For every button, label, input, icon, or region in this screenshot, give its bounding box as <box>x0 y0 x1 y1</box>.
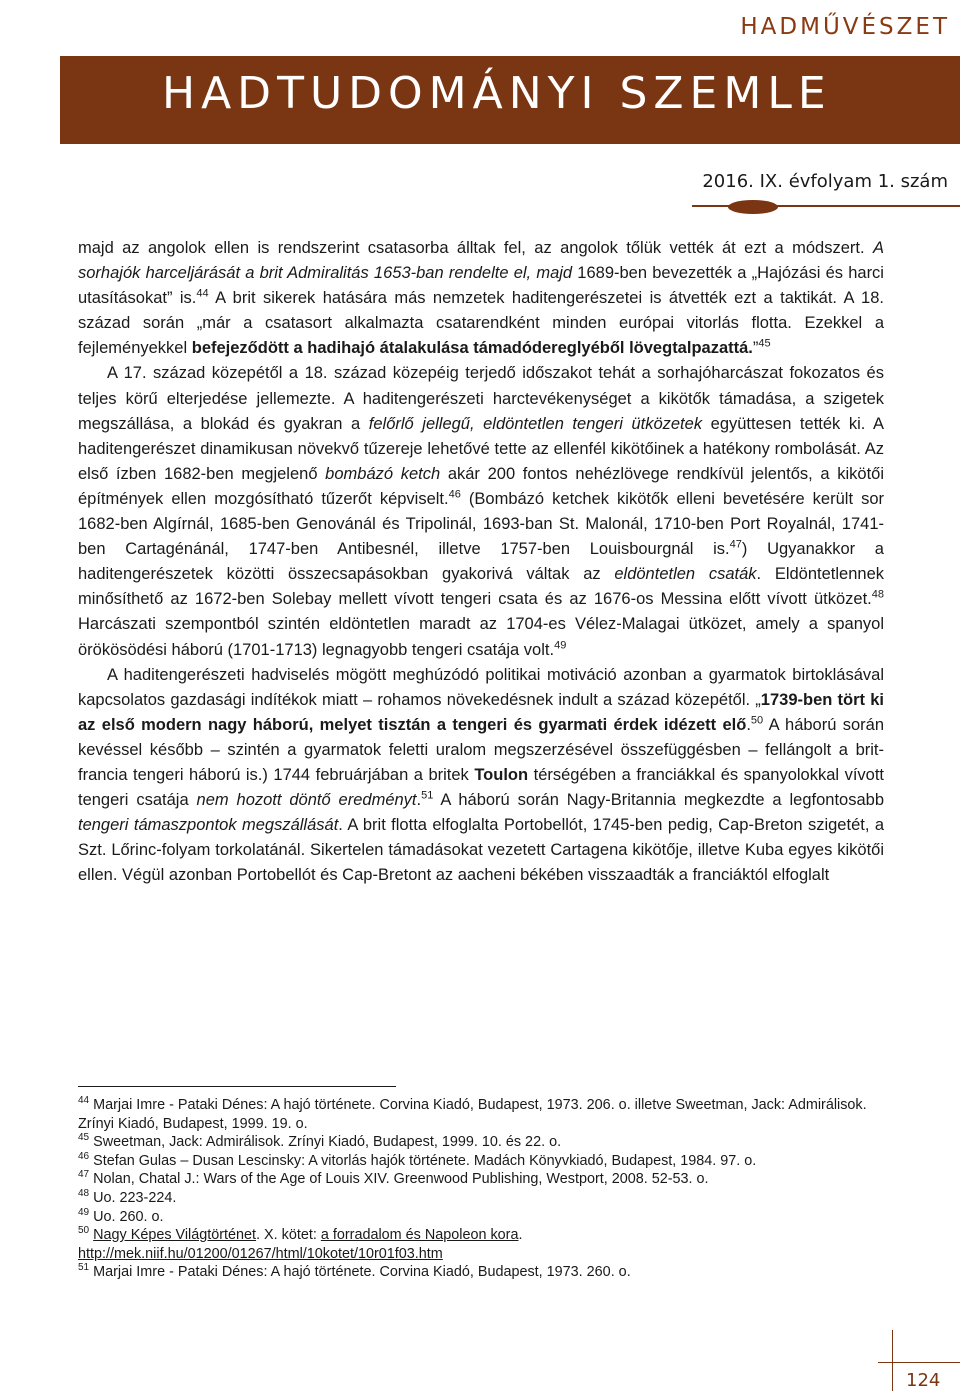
section-label: HADMŰVÉSZET <box>740 14 950 40</box>
text-span: . A brit flotta elfoglalta Portobellót, 1745-ben pedig, Cap-Breton szigetét, a Szt. Lőrinc-folyam torkolatánál. Sikertelen támadásokat vezetett Cartagena kikötője, illetve Kuba egyes kikötői ellen. Végül azonban Portobellót és Cap-Bretont az aacheni békében visszaadták a franciáktól elfoglalt <box>78 816 884 885</box>
italic-span: eldöntetlen csaták <box>614 565 757 584</box>
page-number: 124 <box>906 1370 941 1391</box>
text-span: ” <box>752 339 759 358</box>
footnote-number: 46 <box>78 1150 90 1162</box>
footnote-ref[interactable]: 47 <box>729 538 742 551</box>
text-span: . Eldöntetlennek minősíthető az 1672-ben Solebay mellett vívott tengeri csata és az 1676-os Messina előtt vívott ütközet. <box>78 565 884 609</box>
footnote-text: Uo. 223-224. <box>93 1189 177 1206</box>
footnote-ref[interactable]: 44 <box>196 287 209 300</box>
footnote-text: Nolan, Chatal J.: Wars of the Age of Louis XIV. Greenwood Publishing, Westport, 2008. 52-53. o. <box>93 1171 709 1188</box>
footnotes <box>78 1096 884 1282</box>
text-span: A háború során kevéssel később – szintén a gyarmatok feletti uralom megszerzésével összefüggésben – fellángolt a brit-francia tengeri háború is.) 1744 februárjában a britek <box>78 715 885 784</box>
page-box-divider <box>892 1330 893 1391</box>
text-span: . <box>416 791 422 810</box>
footnote-text: Stefan Gulas – Dusan Lescinsky: A vitorlás hajók története. Madách Könyvkiadó, Budapest, 1984. 97. o. <box>93 1152 757 1169</box>
footnote-text: Sweetman, Jack: Admirálisok. Zrínyi Kiadó, Budapest, 1999. 10. és 22. o. <box>93 1134 562 1151</box>
footnote-ref[interactable]: 50 <box>750 714 764 727</box>
footnote-number: 50 <box>78 1225 90 1237</box>
footnote-46 <box>78 1152 884 1171</box>
footnote-text: Marjai Imre - Pataki Dénes: A hajó története. Corvina Kiadó, Budapest, 1973. 206. o. illetve Sweetman, Jack: Admirálisok. Zrínyi Kiadó, Budapest, 1999. 19. o. <box>78 1097 867 1132</box>
footnote-separator <box>78 1086 396 1087</box>
text-span: ) Ugyanakkor a haditengerészetek közötti összecsapásokban gyakorivá váltak az <box>78 540 884 584</box>
text-span: térségében a franciákkal és spanyolokkal vívott tengeri csatája <box>78 765 885 810</box>
text-span: A brit sikerek hatására más nemzetek haditengerészetei is átvették ezt a taktikát. A 18. század során „már a csatasort alkalmazta csatarendként minden európai vitorlás flotta. Ezekkel a fejleményekkel <box>78 289 884 358</box>
source-url-link[interactable]: http://mek.niif.hu/01200/01267/html/10kotet/10r01f03.htm <box>78 1245 443 1262</box>
italic-span: nem hozott döntő eredményt <box>196 791 417 810</box>
footnote-48 <box>78 1189 884 1208</box>
text-span: A 17. század közepétől a 18. század közepéig terjedő időszakot tehát a sorhajóharcászat fokozatos és teljes körű elterjedése jellemezte. A haditengerészeti harctevékenységet a kikötők támadása, a szigetek megszállása, a blokád és gyakran a <box>78 364 884 433</box>
italic-span: A sorhajók harceljárását a brit Admiralitás 1653-ban rendelte el, majd <box>78 239 884 283</box>
header-ornament <box>728 200 778 214</box>
footnote-text: Uo. 260. o. <box>93 1208 164 1225</box>
page-box-rule <box>878 1362 960 1363</box>
footnote-text: . <box>518 1227 523 1244</box>
footnote-ref[interactable]: 48 <box>871 588 884 601</box>
italic-span: bombázó ketch <box>325 464 441 483</box>
footnote-ref[interactable]: 51 <box>421 789 434 802</box>
footnote-number: 48 <box>78 1188 90 1200</box>
italic-span: felőrlő jellegű, eldöntetlen tengeri ütközetek <box>368 414 703 433</box>
text-span: együttesen tették ki. A haditengerészet dinamikusan növekvő tűzereje lehetővé tette az ellenfél kikötőinek a hatékony rombolását. Az első ízben 1682-ben megjelenő <box>78 414 885 483</box>
footnote-47 <box>78 1170 884 1189</box>
page-number-box <box>878 1330 960 1391</box>
text-span: (Bombázó ketchek kikötők elleni bevetésére került sor 1682-ben Algírnál, 1685-ben Genovánál és Tripolinál, 1693-ban St. Malonál, 1710-ben Port Royalnál, 1741-ben Cartagénánál, 1747-ben Antibesnél, illetve 1757-ben Louisbourgnál is. <box>78 489 884 559</box>
text-span: 1689-ben bevezették a „Hajózási és harci utasításokat” is. <box>78 264 884 308</box>
footnote-ref[interactable]: 46 <box>448 488 461 501</box>
bold-span: Toulon <box>474 765 529 784</box>
text-span: A haditengerészeti hadviselés mögött meghúzódó politikai motiváció azonban a gyarmatok birtoklásával kapcsolatos gazdasági indítékok miatt – rohamos növekedésnek indult a század közepétől. „ <box>78 665 884 709</box>
footnote-number: 44 <box>78 1095 90 1107</box>
journal-banner <box>60 56 960 144</box>
footnote-45 <box>78 1133 884 1152</box>
volume-title-link[interactable]: a forradalom és Napoleon kora <box>320 1227 519 1244</box>
body-text <box>78 236 884 888</box>
issue-info: 2016. IX. évfolyam 1. szám <box>702 171 948 192</box>
footnote-ref[interactable]: 49 <box>554 639 567 651</box>
text-span: akár 200 fontos nehézlövege rendkívül jelentős, a kikötői építmények ellen mozgósítható tűzerőt képviselt. <box>78 464 884 508</box>
text-span: majd az angolok ellen is rendszerint csatasorba álltak fel, az angolok tőlük vették át ezt a módszert. <box>78 239 873 257</box>
footnote-50 <box>78 1226 884 1263</box>
text-span: A háború során Nagy-Britannia megkezdte a legfontosabb <box>433 791 884 810</box>
footnote-49 <box>78 1208 884 1227</box>
bold-span: 1739-ben tört ki az első modern nagy háború, melyet tisztán a tengeri és gyarmati érdek idézett elő <box>78 690 884 734</box>
text-span: Harcászati szempontból szintén eldöntetlen maradt az 1704-es Vélez-Malagai ütközet, amely a spanyol örökösödési háború (1701-1713) legnagyobb tengeri csatája volt. <box>78 615 884 659</box>
paragraph-1 <box>78 236 884 361</box>
book-title-link[interactable]: Nagy Képes Világtörténet <box>93 1227 257 1244</box>
footnote-text: Marjai Imre - Pataki Dénes: A hajó története. Corvina Kiadó, Budapest, 1973. 260. o. <box>93 1264 631 1281</box>
text-span: . <box>746 715 751 734</box>
paragraph-2 <box>78 361 884 662</box>
italic-span: tengeri támaszpontok megszállását <box>78 816 339 835</box>
footnote-44 <box>78 1096 884 1133</box>
footnote-51 <box>78 1263 884 1282</box>
bold-span: befejeződött a hadihajó átalakulása támadódereglyéből lövegtalpazattá. <box>191 339 753 358</box>
footnote-number: 51 <box>78 1262 90 1274</box>
footnote-number: 47 <box>78 1169 90 1181</box>
footnote-number: 49 <box>78 1206 90 1218</box>
paragraph-3 <box>78 663 884 889</box>
footnote-ref[interactable]: 45 <box>758 337 771 350</box>
journal-title: HADTUDOMÁNYI SZEMLE <box>162 68 832 119</box>
footnote-number: 45 <box>78 1132 90 1144</box>
footnote-text: . X. kötet: <box>256 1227 321 1244</box>
